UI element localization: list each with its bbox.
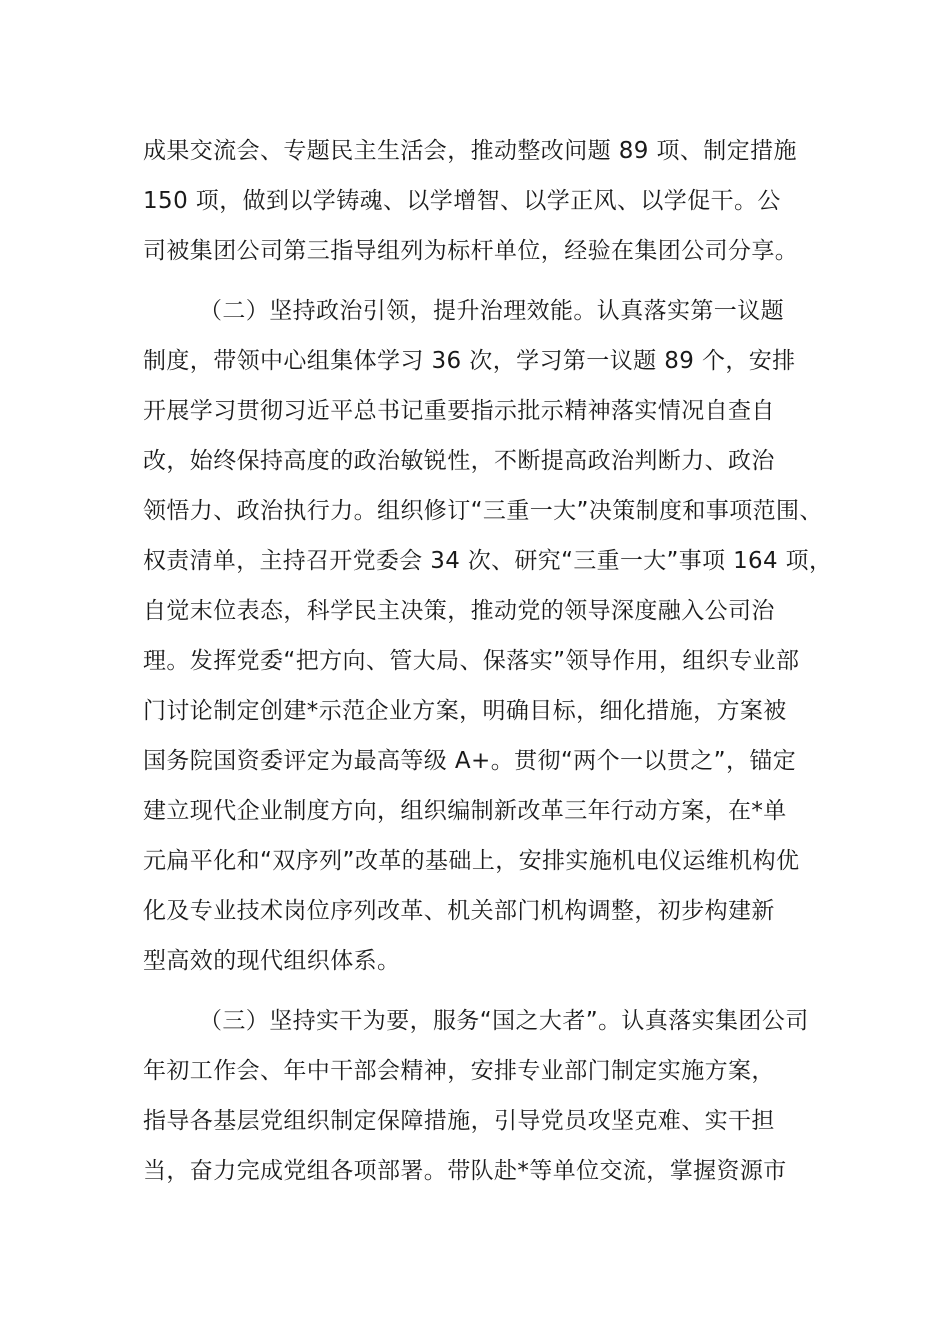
text-line: 元扁平化和“双序列”改革的基础上，安排实施机电仪运维机构优 [143, 848, 800, 874]
text-line: 改，始终保持高度的政治敏锐性，不断提高政治判断力、政治 [143, 448, 775, 474]
text-line: 当，奋力完成党组各项部署。带队赴*等单位交流，掌握资源市 [143, 1158, 787, 1184]
text-line: 建立现代企业制度方向，组织编制新改革三年行动方案，在*单 [143, 798, 787, 824]
text-line: 制度，带领中心组集体学习 36 次，学习第一议题 89 个，安排 [143, 348, 796, 374]
text-line: 门讨论制定创建*示范企业方案，明确目标，细化措施，方案被 [143, 698, 787, 724]
paragraph-heading-line: （二）坚持政治引领，提升治理效能。认真落实第一议题 [199, 298, 784, 324]
text-line: 自觉末位表态，科学民主决策，推动党的领导深度融入公司治 [143, 598, 775, 624]
paragraph-heading-line: （三）坚持实干为要，服务“国之大者”。认真落实集团公司 [199, 1008, 809, 1034]
text-line: 成果交流会、专题民主生活会，推动整改问题 89 项、制定措施 [143, 138, 797, 164]
text-line: 理。发挥党委“把方向、管大局、保落实”领导作用，组织专业部 [143, 648, 800, 674]
text-line: 司被集团公司第三指导组列为标杆单位，经验在集团公司分享。 [143, 238, 799, 264]
text-line: 150 项，做到以学铸魂、以学增智、以学正风、以学促干。公 [143, 188, 781, 214]
text-line: 年初工作会、年中干部会精神，安排专业部门制定实施方案， [143, 1058, 775, 1084]
text-line: 型高效的现代组织体系。 [143, 948, 401, 974]
text-line: 国务院国资委评定为最高等级 A+。贯彻“两个一以贯之”，锚定 [143, 748, 797, 774]
text-line: 指导各基层党组织制定保障措施，引导党员攻坚克难、实干担 [143, 1108, 775, 1134]
text-line: 领悟力、政治执行力。组织修订“三重一大”决策制度和事项范围、 [143, 498, 823, 524]
text-line: 权责清单，主持召开党委会 34 次、研究“三重一大”事项 164 项， [143, 548, 833, 574]
text-line: 化及专业技术岗位序列改革、机关部门机构调整，初步构建新 [143, 898, 775, 924]
text-line: 开展学习贯彻习近平总书记重要指示批示精神落实情况自查自 [143, 398, 775, 424]
